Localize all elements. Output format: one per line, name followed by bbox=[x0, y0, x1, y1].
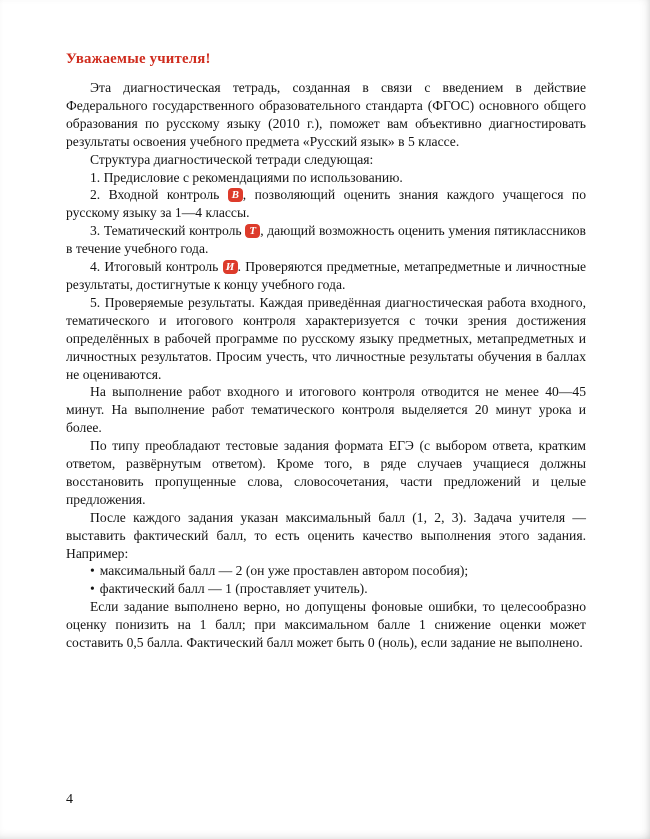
bullet-text: фактический балл — 1 (проставляет учитель). bbox=[99, 581, 368, 597]
bullet-icon: • bbox=[90, 581, 95, 597]
bullet-item-max-score bbox=[66, 562, 586, 580]
bullet-text: максимальный балл — 2 (он уже проставлен автором пособия); bbox=[99, 563, 469, 579]
paragraph-task-format: По типу преобладают тестовые задания формата ЕГЭ (с выбором ответа, кратким ответом, развёрнутым ответом). Кроме того, в ряде случаев учащиеся должны восстановить пропущенные слова, словосочетания, части предложений и целые предложения. bbox=[66, 438, 586, 507]
paragraph-timing: На выполнение работ входного и итогового контроля отводится не менее 40—45 минут. На выполнение работ тематического контроля выделяется 20 минут урока и более. bbox=[66, 384, 586, 436]
bullet-item-actual-score bbox=[66, 580, 586, 598]
page-heading: Уважаемые учителя! bbox=[66, 51, 211, 67]
paragraph-text: 4. Итоговый контроль bbox=[90, 259, 223, 275]
list-item-final-control bbox=[66, 258, 586, 294]
paragraph-text: , позволяющий оценить знания каждого учащегося по русскому языку за 1—4 классы. bbox=[66, 187, 586, 221]
list-item-preface: 1. Предисловие с рекомендациями по использованию. bbox=[90, 169, 403, 185]
paragraph-text: 3. Тематический контроль bbox=[90, 223, 246, 239]
list-item-thematic-control bbox=[66, 222, 586, 258]
paragraph-intro: Эта диагностическая тетрадь, созданная в связи с введением в действие Федерального государственного образовательного стандарта (ФГОС) основного общего образования по русскому языку (2010 г.), поможет вам объективно диагностировать результаты освоения учебного предмета «Русский язык» в 5 классе. bbox=[66, 80, 586, 149]
list-item-checked-results: 5. Проверяемые результаты. Каждая приведённая диагностическая работа входного, тематического и итогового контроля характеризуется с точки зрения достижения определённых в рабочей программе по русскому языку предметных, метапредметных и личностных результатов. Просим учесть, что личностные результаты обучения в баллах не оцениваются. bbox=[66, 294, 586, 382]
list-item-entry-control bbox=[66, 186, 586, 222]
final-control-badge-icon: И bbox=[223, 260, 238, 274]
paragraph-text: 2. Входной контроль bbox=[90, 187, 228, 203]
paragraph-text: . Проверяются предметные, метапредметные и личностные результаты, достигнутые к концу учебного года. bbox=[66, 259, 586, 292]
paragraph-scoring: После каждого задания указан максимальный балл (1, 2, 3). Задача учителя — выставить фактический балл, то есть оценить качество выполнения этого задания. Например: bbox=[66, 509, 586, 561]
entry-control-badge-icon: В bbox=[228, 188, 243, 202]
paragraph-text: , дающий возможность оценить умения пятиклассников в течение учебного года. bbox=[66, 223, 586, 257]
paragraph-score-reduction: Если задание выполнено верно, но допущены фоновые ошибки, то целесообразно оценку понизить на 1 балл; при максимальном балле 1 снижение оценки может составить 0,5 балла. Фактический балл может быть 0 (ноль), если задание не выполнено. bbox=[66, 599, 586, 651]
thematic-control-badge-icon: Т bbox=[245, 224, 260, 238]
bullet-icon: • bbox=[90, 563, 95, 579]
page-number: 4 bbox=[66, 792, 73, 807]
paragraph-structure-lead: Структура диагностической тетради следующая: bbox=[90, 151, 374, 167]
